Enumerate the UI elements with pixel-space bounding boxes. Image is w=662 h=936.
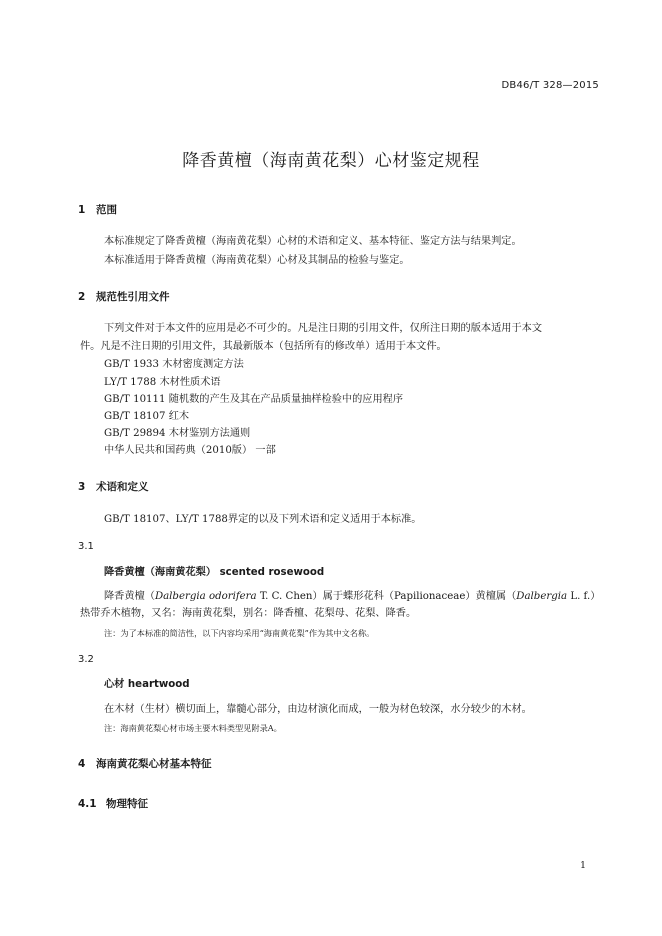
reference-item: GB/T 18107 红木 [104,411,190,422]
latin-name: Dalbergia odorifera [154,591,257,602]
term-title: 心材 heartwood [104,679,190,690]
reference-item: GB/T 10111 随机数的产生及其在产品质量抽样检验中的应用程序 [104,394,404,405]
paragraph: 本标准适用于降香黄檀（海南黄花梨）心材及其制品的检验与鉴定。 [104,255,410,266]
section-2-heading [78,289,170,304]
subsection-number: 4.1 [78,798,97,810]
paragraph-line: 下列文件对于本文件的应用是必不可少的。凡是注日期的引用文件，仅所注日期的版本适用于本文 [104,323,543,334]
section-title: 海南黄花梨心材基本特征 [96,758,212,770]
term-number: 3.2 [78,654,94,665]
document-code: DB46/T 328—2015 [501,80,599,91]
section-number: 2 [78,291,86,303]
latin-name: Dalbergia [516,591,568,602]
term-definition: 在木材（生材）横切面上，靠髓心部分，由边材演化而成，一般为材色较深，水分较少的木材。 [104,704,532,715]
page-number: 1 [579,860,586,871]
section-title: 范围 [96,204,117,216]
reference-item: 中华人民共和国药典（2010版） 一部 [104,445,276,456]
document-title: 降香黄檀（海南黄花梨）心材鉴定规程 [182,151,480,171]
section-3-heading [78,479,149,494]
term-definition-line: 降香黄檀（Dalbergia odorifera T. C. Chen）属于蝶形花科（Papilionaceae）黄檀属（Dalbergia L. f.） [104,591,601,602]
term-number: 3.1 [78,541,94,552]
note: 注：为了本标准的简洁性，以下内容均采用“海南黄花梨”作为其中文名称。 [104,628,375,638]
section-number: 4 [78,758,86,770]
section-4-heading [78,756,212,771]
reference-item: GB/T 29894 木材鉴别方法通则 [104,428,251,439]
section-number: 3 [78,481,86,493]
subsection-heading [78,796,148,811]
term-definition-line: 热带乔木植物，又名：海南黄花梨，别名：降香檀、花梨母、花梨、降香。 [80,608,417,619]
subsection-title: 物理特征 [106,798,148,810]
reference-item: LY/T 1788 木材性质术语 [104,377,221,388]
paragraph: GB/T 18107、LY/T 1788界定的以及下列术语和定义适用于本标准。 [104,514,422,525]
section-number: 1 [78,204,86,216]
term-title: 降香黄檀（海南黄花梨） scented rosewood [104,567,325,578]
reference-item: GB/T 1933 木材密度测定方法 [104,359,244,370]
paragraph: 本标准规定了降香黄檀（海南黄花梨）心材的术语和定义、基本特征、鉴定方法与结果判定。 [104,236,522,247]
section-title: 术语和定义 [96,481,149,493]
section-title: 规范性引用文件 [96,291,170,303]
paragraph-line: 件。凡是不注日期的引用文件，其最新版本（包括所有的修改单）适用于本文件。 [80,341,447,352]
note: 注：海南黄花梨心材市场主要木料类型见附录A。 [104,723,282,733]
section-1-heading [78,202,117,217]
